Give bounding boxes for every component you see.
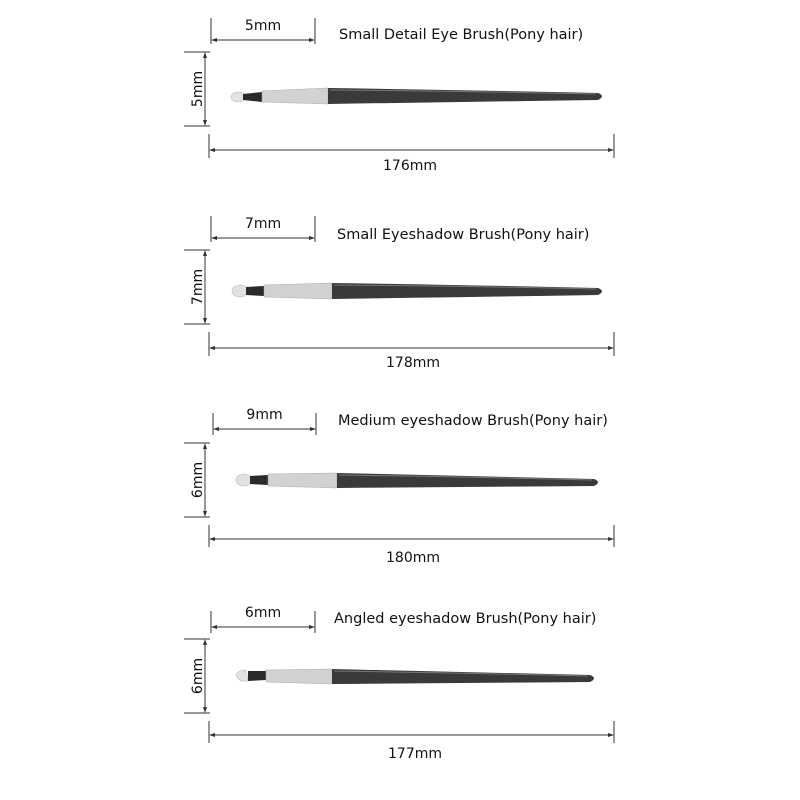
head-height-label: 6mm [190,461,206,499]
head-height-label: 5mm [190,70,206,108]
head-width-label: 5mm [244,18,282,34]
length-label: 180mm [386,550,440,566]
brush-panel-3 [0,395,800,595]
head-width-label: 6mm [244,605,282,621]
brush-panel-2 [0,198,800,398]
head-width-label: 9mm [246,407,283,423]
head-height-label: 6mm [190,657,206,695]
length-label: 176mm [383,158,437,174]
length-label: 177mm [388,746,442,762]
length-label: 178mm [386,355,440,371]
brush-name: Medium eyeshadow Brush(Pony hair) [338,413,608,429]
head-width-label: 7mm [244,216,282,232]
brush-name: Angled eyeshadow Brush(Pony hair) [334,611,597,627]
brush-panel-1 [0,0,800,200]
brush-panel-4 [0,595,800,795]
brush-name: Small Detail Eye Brush(Pony hair) [339,27,584,43]
head-height-label: 7mm [190,268,206,306]
brush-name: Small Eyeshadow Brush(Pony hair) [337,227,590,243]
